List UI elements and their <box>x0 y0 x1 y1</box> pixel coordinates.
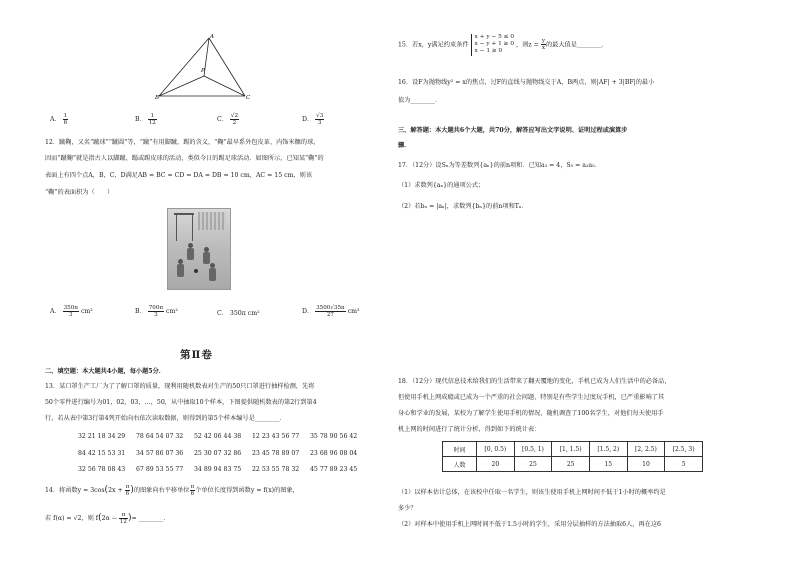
random-cell: 34 57 86 07 36 <box>136 450 184 457</box>
q12-option-d <box>302 305 360 318</box>
table-cell: 25 <box>514 457 552 472</box>
option-letter: B． <box>135 308 146 315</box>
random-cell: 34 89 94 83 75 <box>194 466 242 473</box>
q14-text: 2α − <box>101 515 119 522</box>
q13-line-2: 50个零件进行编号为01，02，03，…，50，从中抽取10个样本，下图提供随机数表的第2行到第4 <box>45 399 317 406</box>
cuju-painting-image <box>167 208 231 290</box>
fraction: $\frac{\pi}{6}$ <box>125 484 130 497</box>
q11-option-b <box>135 113 157 126</box>
random-cell: 25 30 07 32 86 <box>194 450 242 457</box>
q15-text: 15．若x，y满足约束条件 <box>398 41 469 49</box>
q14-text: 的图象向右平移单位 <box>133 487 190 494</box>
section-2-header: 二、填空题：本大题共4小题，每小题5分． <box>45 368 165 375</box>
section-3-header-line-1: 三、解答题：本大题共6个大题，共70分，解答应写出文字说明、证明过程或演算步 <box>398 127 628 134</box>
q15-text: 的最大值是________． <box>545 41 608 49</box>
table-cell: 人数 <box>443 457 477 472</box>
table-row <box>443 442 703 457</box>
table-cell: 时间 <box>443 442 477 457</box>
fraction: $\frac{1}{6}$ <box>63 113 68 126</box>
q11-option-c <box>217 113 239 126</box>
constraint-system <box>471 34 515 56</box>
usage-time-table <box>442 441 703 472</box>
q18-line-1: 18．（12分）现代信息技术给我们的生活带来了翻天覆地的变化，手机已成为人们生活中的必备品， <box>398 378 671 385</box>
q14-text: = ________． <box>131 515 170 522</box>
table-cell: [2, 2.5) <box>627 442 665 457</box>
random-cell: 23 45 78 89 07 <box>252 450 300 457</box>
table-row <box>443 457 703 472</box>
q16-line-1: 16．设F为抛物线y² = x的焦点，过F的直线与抛物线交于A，B两点，则|AF| + 3|BF|的最小 <box>398 79 655 86</box>
q11-option-d <box>302 113 324 126</box>
fraction: $\frac{3500√35\pi}{27}$ <box>316 305 345 318</box>
table-cell: 15 <box>589 457 627 472</box>
table-cell: [2.5, 3) <box>665 442 703 457</box>
fraction: $\frac{350\pi}{3}$ <box>63 305 78 318</box>
random-cell: 84 42 15 53 31 <box>78 450 126 457</box>
constraint-1: x + y − 5 ≤ 0 <box>474 34 515 40</box>
vertex-a-label: A <box>210 34 214 40</box>
option-letter: D． <box>302 308 314 315</box>
random-cell: 32 56 78 08 43 <box>78 466 126 473</box>
q11-option-a <box>50 113 68 126</box>
fraction: $\frac{700\pi}{3}$ <box>148 305 164 318</box>
table-cell: [0.5, 1) <box>514 442 552 457</box>
part-2-title: 第Ⅱ卷 <box>180 349 213 361</box>
q13-line-3: 行，若从表中第3行第4列开始向右依次读取数据，则得到的第5个样本编号是________． <box>45 415 286 422</box>
option-letter: A． <box>50 308 61 315</box>
fraction: $\frac{1}{12}$ <box>148 113 156 126</box>
table-cell: [1, 1.5) <box>552 442 590 457</box>
q15-text: ，则z = <box>516 41 541 49</box>
q18-line-3: 身心和学业的发展，某校为了解学生使用手机的情况，随机调查了100名学生，对他们每天使用手 <box>398 410 664 417</box>
random-cell: 67 89 53 55 77 <box>136 466 184 473</box>
q17-line-1: 17．（12分）设Sₙ为等差数列{aₙ}的前n项和．已知a₃ = 4，S₅ = a₂a₅． <box>398 162 601 169</box>
option-letter: C． <box>217 116 228 123</box>
table-cell: 20 <box>477 457 515 472</box>
unit: cm² <box>166 308 178 315</box>
vertex-b-label: B <box>155 95 160 101</box>
q18-line-4: 机上网的时间进行了统计分析，得到如下的统计表： <box>398 426 541 433</box>
q15-line <box>398 34 608 56</box>
q12-option-c <box>217 308 260 317</box>
constraint-2: x − y + 1 ≥ 0 <box>474 41 515 48</box>
random-cell: 22 53 55 78 32 <box>252 466 300 473</box>
random-cell: 52 42 06 44 38 <box>194 433 242 440</box>
table-cell: 25 <box>552 457 590 472</box>
section-3-header-line-2: 骤． <box>398 142 411 149</box>
q12-line-3: 表面上有四个点A，B，C，D满足AB = BC = CD = DA = DB = 10 cm，AC = 15 cm，则该 <box>45 172 313 179</box>
fraction: $\frac{√2}{2}$ <box>230 113 239 126</box>
tetrahedron-figure <box>157 32 249 100</box>
vertex-c-label: C <box>246 95 251 101</box>
option-letter: D． <box>302 116 314 123</box>
random-cell: 35 78 90 56 42 <box>310 433 358 440</box>
table-cell: 5 <box>665 457 703 472</box>
option-letter: A． <box>50 116 61 123</box>
q14-text: 若 f(α) = √2，则 f <box>45 515 99 522</box>
vertex-p-label: P <box>201 68 205 74</box>
q18-line-2: 但使用手机上网成瘾或已成为一个严重的社会问题，特别是有些学生过度玩手机，已严重影响了其 <box>398 394 665 401</box>
unit: cm² <box>80 308 93 315</box>
table-cell: [0, 0.5) <box>477 442 515 457</box>
unit: cm³ <box>347 308 360 315</box>
q14-line-1: 14．将函数y = 3cos(2x + $\frac{\pi}{6}$ )的图象向右平移单位 $\frac{\pi}{6}$ 个单位长度得到函数y = f(x)的图象， <box>45 484 299 497</box>
q17-line-2: （1）求数列{aₙ}的通项公式； <box>398 182 485 189</box>
q18-sub-1-cont: 多少？ <box>398 505 417 512</box>
random-cell: 45 77 89 23 45 <box>310 466 358 473</box>
table-cell: [1.5, 2) <box>589 442 627 457</box>
random-cell: 12 23 43 56 77 <box>252 433 300 440</box>
random-cell: 78 64 54 07 32 <box>136 433 184 440</box>
fraction: $\frac{√3}{3}$ <box>316 113 324 126</box>
q13-line-1: 13．某口罩生产工厂为了了解口罩的质量，现利用随机数表对生产的50只口罩进行抽样检测，先将 <box>45 383 315 390</box>
q12-line-2: 因而“蹴鞠”就是指古人以脚蹴、蹋或踢皮球的活动，类似今日的踢足球活动．如图所示，已知某“鞠”的 <box>45 155 324 162</box>
q12-line-1: 12．蹴鞠，又名“蹴球”“蹴圆”等，“蹴”有用脚蹴、踢的含义，“鞠”最早系外包皮革、内饰米糠的球， <box>45 139 320 146</box>
fraction: $\frac{\pi}{6}$ <box>190 484 195 497</box>
random-cell: 32 21 18 34 29 <box>78 433 126 440</box>
option-letter: C． <box>217 310 228 317</box>
random-cell: 23 68 96 08 04 <box>310 450 358 457</box>
q18-sub-2: （2）对样本中使用手机上网时间不低于1.5小时的学生，采用分层抽样的方法抽取6人，再在这6 <box>398 521 661 528</box>
q18-sub-1: （1）以样本估计总体，在该校中任取一名学生，则该生使用手机上网时间不低于1小时的概率约是 <box>398 489 666 496</box>
fraction: $\frac{\pi}{12}$ <box>119 512 127 525</box>
q14-text: 14．将函数y = 3cos <box>45 487 105 494</box>
option-value: 350π cm² <box>229 310 260 317</box>
q14-text: 2x + <box>108 487 125 494</box>
q12-option-b <box>135 305 178 318</box>
q12-line-4: “鞠”的表面积为（ ） <box>45 189 114 196</box>
q14-line-2: 若 f(α) = √2，则 f(2α − $\frac{\pi}{12}$ )= ________． <box>45 512 170 525</box>
q17-line-3: （2）若bₙ = |aₙ|，求数列{bₙ}的前n项和Tₙ． <box>398 203 528 210</box>
fraction: $\frac{y}{x}$ <box>541 38 545 52</box>
table-cell: 10 <box>627 457 665 472</box>
q14-text: 个单位长度得到函数y = f(x)的图象， <box>195 487 299 494</box>
q16-line-2: 值为________． <box>398 97 442 104</box>
constraint-3: x − 1 ≥ 0 <box>474 48 503 55</box>
option-letter: B． <box>135 116 146 123</box>
q12-option-a <box>50 305 93 318</box>
